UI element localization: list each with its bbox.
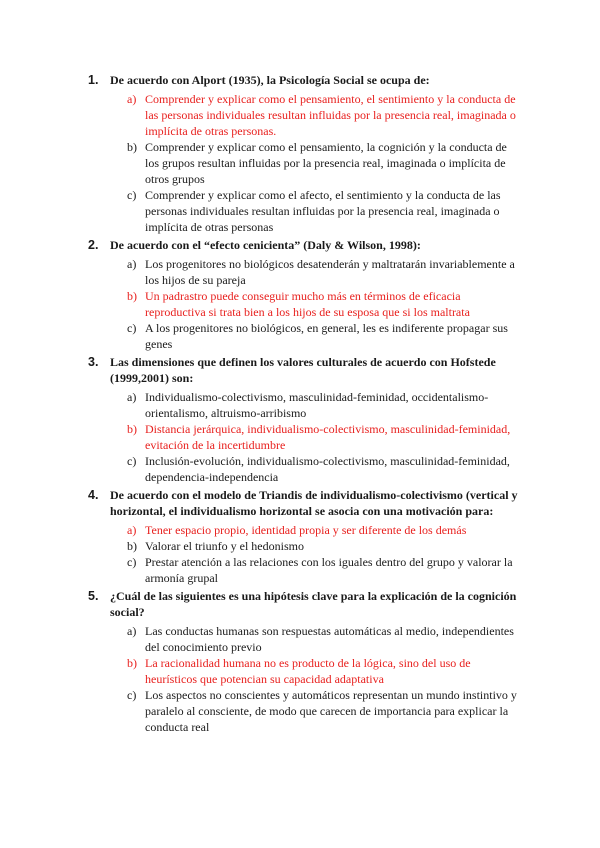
question-statement: ¿Cuál de las siguientes es una hipótesis clave para la explicación de la cognición social? bbox=[110, 589, 517, 619]
question-number: 3. bbox=[88, 355, 99, 369]
answer-options bbox=[0, 623, 600, 735]
option-letter: c) bbox=[127, 321, 137, 335]
question-number: 1. bbox=[88, 73, 99, 87]
question-text bbox=[0, 72, 600, 88]
option-letter: c) bbox=[127, 454, 137, 468]
answer-options bbox=[0, 256, 600, 352]
answer-option bbox=[0, 687, 600, 735]
question-text bbox=[0, 354, 600, 386]
option-letter: b) bbox=[127, 539, 137, 553]
question-number: 2. bbox=[88, 238, 99, 252]
answer-option bbox=[0, 389, 600, 421]
answer-option bbox=[0, 256, 600, 288]
option-text: Las conductas humanas son respuestas automáticas al medio, independientes del conocimiento previo bbox=[145, 624, 514, 654]
question-statement: De acuerdo con el “efecto cenicienta” (Daly & Wilson, 1998): bbox=[110, 238, 421, 252]
answer-option-correct bbox=[0, 522, 600, 538]
option-letter: c) bbox=[127, 688, 137, 702]
option-letter: a) bbox=[127, 624, 137, 638]
option-letter: c) bbox=[127, 555, 137, 569]
answer-option-correct bbox=[0, 655, 600, 687]
option-text: Comprender y explicar como el pensamiento, la cognición y la conducta de los grupos resultan influidas por la presencia real, imaginada o implícita de otros grupos bbox=[145, 140, 507, 186]
question-statement: De acuerdo con Alport (1935), la Psicología Social se ocupa de: bbox=[110, 73, 430, 87]
exam-page bbox=[0, 72, 600, 737]
answer-options bbox=[0, 522, 600, 586]
option-text: Valorar el triunfo y el hedonismo bbox=[145, 539, 304, 553]
answer-options bbox=[0, 389, 600, 485]
option-text: Comprender y explicar como el pensamiento, el sentimiento y la conducta de las personas individuales resultan influidas por la presencia real, imaginada o implícita de otras personas. bbox=[145, 92, 516, 138]
question-4 bbox=[0, 487, 600, 586]
option-text: Comprender y explicar como el afecto, el sentimiento y la conducta de las personas individuales resultan influidas por la presencia real, imaginada o implícita de otras personas bbox=[145, 188, 501, 234]
question-1 bbox=[0, 72, 600, 235]
option-text: Individualismo-colectivismo, masculinidad-feminidad, occidentalismo-orientalismo, altruismo-arribismo bbox=[145, 390, 489, 420]
option-letter: a) bbox=[127, 523, 137, 537]
option-text: Inclusión-evolución, individualismo-colectivismo, masculinidad-feminidad, dependencia-independencia bbox=[145, 454, 510, 484]
option-text: Los progenitores no biológicos desatenderán y maltratarán invariablemente a los hijos de su pareja bbox=[145, 257, 515, 287]
question-5 bbox=[0, 588, 600, 735]
option-letter: b) bbox=[127, 289, 137, 303]
question-text bbox=[0, 237, 600, 253]
question-statement: Las dimensiones que definen los valores culturales de acuerdo con Hofstede (1999,2001) son: bbox=[110, 355, 496, 385]
option-text: Distancia jerárquica, individualismo-colectivismo, masculinidad-feminidad, evitación de la incertidumbre bbox=[145, 422, 511, 452]
answer-option bbox=[0, 187, 600, 235]
option-text: Los aspectos no conscientes y automáticos representan un mundo instintivo y paralelo al consciente, de modo que carecen de importancia para explicar la conducta real bbox=[145, 688, 517, 734]
answer-option-correct bbox=[0, 421, 600, 453]
answer-option bbox=[0, 554, 600, 586]
question-text bbox=[0, 588, 600, 620]
question-number: 4. bbox=[88, 488, 99, 502]
answer-option bbox=[0, 139, 600, 187]
option-letter: b) bbox=[127, 422, 137, 436]
option-letter: c) bbox=[127, 188, 137, 202]
option-letter: a) bbox=[127, 92, 137, 106]
answer-option bbox=[0, 320, 600, 352]
question-3 bbox=[0, 354, 600, 485]
option-text: A los progenitores no biológicos, en general, les es indiferente propagar sus genes bbox=[145, 321, 508, 351]
question-number: 5. bbox=[88, 589, 99, 603]
answer-option bbox=[0, 538, 600, 554]
option-letter: b) bbox=[127, 656, 137, 670]
option-letter: b) bbox=[127, 140, 137, 154]
question-2 bbox=[0, 237, 600, 352]
option-text: Un padrastro puede conseguir mucho más en términos de eficacia reproductiva si trata bien a los hijos de su esposa que si los maltrata bbox=[145, 289, 470, 319]
answer-option-correct bbox=[0, 288, 600, 320]
option-text: Prestar atención a las relaciones con los iguales dentro del grupo y valorar la armonía grupal bbox=[145, 555, 513, 585]
question-text bbox=[0, 487, 600, 519]
answer-option bbox=[0, 453, 600, 485]
option-letter: a) bbox=[127, 390, 137, 404]
option-letter: a) bbox=[127, 257, 137, 271]
option-text: La racionalidad humana no es producto de la lógica, sino del uso de heurísticos que potencian su capacidad adaptativa bbox=[145, 656, 471, 686]
answer-option-correct bbox=[0, 91, 600, 139]
option-text: Tener espacio propio, identidad propia y ser diferente de los demás bbox=[145, 523, 467, 537]
answer-option bbox=[0, 623, 600, 655]
answer-options bbox=[0, 91, 600, 235]
question-statement: De acuerdo con el modelo de Triandis de individualismo-colectivismo (vertical y horizontal, el individualismo horizontal se asocia con una motivación para: bbox=[110, 488, 518, 518]
